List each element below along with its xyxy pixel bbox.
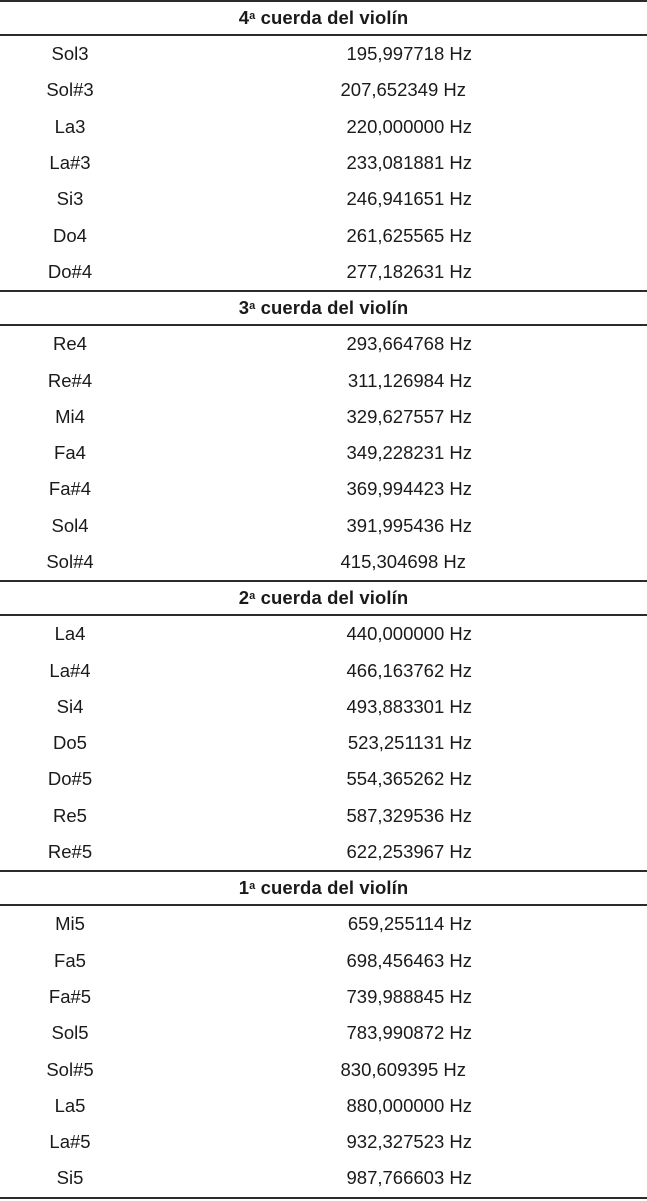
section-title-text: cuerda del violín — [255, 587, 409, 609]
section-title-text: cuerda del violín — [255, 297, 409, 319]
frequency-value: 493,883301 Hz — [346, 695, 472, 717]
table-row — [0, 652, 647, 688]
table-row — [0, 1051, 647, 1087]
note-name: Re5 — [53, 804, 87, 826]
section-header — [0, 0, 647, 36]
table-row — [0, 1015, 647, 1051]
table-row — [0, 725, 647, 761]
note-name: Re4 — [53, 333, 87, 355]
table-row — [0, 544, 647, 580]
string-number: 3 — [238, 297, 250, 319]
note-name: La3 — [54, 115, 86, 137]
frequency-value: 659,255114 Hz — [347, 913, 472, 935]
note-name: Do5 — [53, 732, 87, 754]
frequency-value: 391,995436 Hz — [346, 514, 472, 536]
frequency-value: 277,182631 Hz — [346, 260, 472, 282]
frequency-value: 246,941651 Hz — [346, 188, 472, 210]
table-row — [0, 616, 647, 652]
table-row — [0, 145, 647, 181]
table-row — [0, 508, 647, 544]
frequency-value: 195,997718 Hz — [346, 43, 472, 65]
frequency-value: 415,304698 Hz — [340, 551, 466, 572]
section-title-text: cuerda del violín — [255, 877, 409, 899]
note-name: Sol4 — [51, 514, 89, 536]
note-name: Fa#4 — [48, 478, 92, 500]
table-row — [0, 254, 647, 290]
note-name: Si3 — [56, 188, 84, 210]
table-row — [0, 906, 647, 942]
table-row — [0, 326, 647, 362]
table-row — [0, 181, 647, 217]
note-name: Sol5 — [51, 1022, 89, 1044]
note-name: Mi4 — [55, 405, 85, 427]
table-row — [0, 217, 647, 253]
ordinal-indicator: a — [249, 10, 256, 22]
table-row — [0, 979, 647, 1015]
note-name: Sol#4 — [46, 551, 94, 572]
table-row — [0, 362, 647, 398]
frequency-value: 932,327523 Hz — [346, 1131, 472, 1153]
section-title-text: cuerda del violín — [255, 7, 409, 28]
note-name: Sol#5 — [46, 1058, 94, 1080]
note-name: Re#4 — [47, 369, 93, 391]
note-name: La4 — [54, 623, 86, 645]
note-name: Do#5 — [47, 768, 93, 790]
ordinal-indicator: a — [249, 590, 256, 603]
table-row — [0, 399, 647, 435]
frequency-value: 261,625565 Hz — [346, 224, 472, 246]
table-row — [0, 798, 647, 834]
frequency-value: 783,990872 Hz — [346, 1022, 472, 1044]
frequency-value: 233,081881 Hz — [346, 152, 472, 174]
table-row — [0, 1088, 647, 1124]
frequency-value: 830,609395 Hz — [340, 1058, 466, 1080]
note-name: Fa5 — [54, 949, 86, 971]
string-section — [0, 580, 647, 870]
table-row — [0, 943, 647, 979]
frequency-value: 349,228231 Hz — [346, 442, 472, 464]
string-section — [0, 870, 647, 1198]
table-row — [0, 109, 647, 145]
frequency-value: 329,627557 Hz — [346, 405, 472, 427]
table-row — [0, 471, 647, 507]
note-name: Re#5 — [47, 841, 93, 863]
frequency-value: 523,251131 Hz — [347, 732, 472, 754]
table-row — [0, 689, 647, 725]
note-name: Mi5 — [55, 913, 85, 935]
string-number: 4 — [238, 7, 250, 28]
ordinal-indicator: a — [249, 300, 256, 313]
frequency-value: 207,652349 Hz — [340, 79, 466, 101]
frequency-value: 369,994423 Hz — [346, 478, 472, 500]
note-name: Sol3 — [51, 43, 89, 65]
table-row — [0, 834, 647, 870]
table-row — [0, 435, 647, 471]
table-row — [0, 72, 647, 108]
note-name: La#5 — [49, 1131, 91, 1153]
table-row — [0, 1124, 647, 1160]
ordinal-indicator: a — [249, 880, 256, 893]
frequency-value: 440,000000 Hz — [346, 623, 472, 645]
note-name: La#3 — [49, 152, 91, 174]
section-header — [0, 290, 647, 326]
note-name: Si4 — [56, 695, 84, 717]
frequency-value: 311,126984 Hz — [347, 369, 472, 391]
frequency-value: 554,365262 Hz — [346, 768, 472, 790]
table-row — [0, 761, 647, 797]
string-number: 2 — [238, 587, 250, 609]
string-number: 1 — [238, 877, 250, 899]
frequency-value: 987,766603 Hz — [346, 1167, 472, 1189]
frequency-value: 587,329536 Hz — [346, 804, 472, 826]
note-name: La5 — [54, 1094, 86, 1116]
note-name: Do4 — [53, 224, 87, 246]
frequency-value: 698,456463 Hz — [346, 949, 472, 971]
frequency-value: 293,664768 Hz — [346, 333, 472, 355]
note-name: Fa4 — [54, 442, 86, 464]
section-header — [0, 870, 647, 906]
frequency-value: 622,253967 Hz — [346, 841, 472, 863]
note-name: La#4 — [49, 659, 91, 681]
frequency-value: 880,000000 Hz — [346, 1094, 472, 1116]
note-name: Do#4 — [47, 260, 93, 282]
string-section — [0, 0, 647, 290]
table-row — [0, 1160, 647, 1198]
frequency-value: 739,988845 Hz — [346, 985, 472, 1007]
string-section — [0, 290, 647, 580]
frequency-value: 466,163762 Hz — [346, 659, 472, 681]
note-name: Si5 — [56, 1167, 84, 1189]
table-row — [0, 36, 647, 72]
section-header — [0, 580, 647, 616]
note-name: Fa#5 — [48, 985, 92, 1007]
frequency-value: 220,000000 Hz — [346, 115, 472, 137]
note-name: Sol#3 — [46, 79, 94, 101]
